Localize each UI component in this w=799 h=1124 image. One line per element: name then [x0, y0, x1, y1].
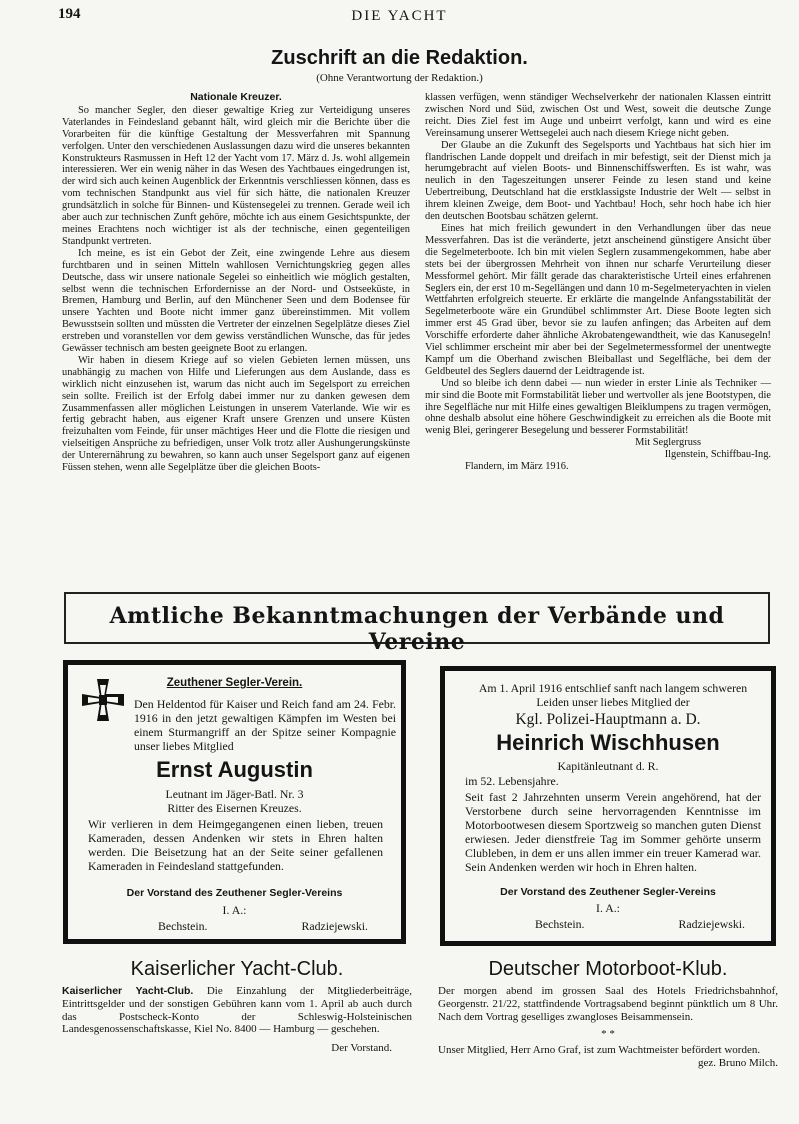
notice-ia: I. A.: — [222, 903, 247, 917]
notice-signature: Bechstein. — [535, 917, 585, 931]
article-column-left — [62, 92, 410, 474]
article-greeting: Mit Seglergruss — [635, 437, 701, 449]
club-notice-dmk: Der morgen abend im grossen Saal des Hotels Friedrichsbahnhof, Georgenstr. 21/22, stattfindende Vortragsabend beginnt pünktlich um 8 Uhr. Nach dem Vortrag geselliges zwangloses Beisammensein. — [438, 985, 778, 1023]
notice-signature: Radziejewski. — [678, 917, 745, 931]
separator-stars: * * — [601, 1028, 615, 1040]
notice-ia: I. A.: — [596, 901, 620, 915]
club-notice-sign: gez. Bruno Milch. — [697, 1057, 778, 1069]
notice-signatures — [158, 919, 368, 933]
article-paragraph: Wir haben in diesem Kriege auf so vielen Gebieten lernen müssen, uns unabhängig zu machen von Hilfe und Lieferungen aus dem Auslande, dass es wirklich nicht einzusehen ist, warum das nicht auch im Segelsport zu erreichen sein sollte. Freilich ist der Erfolg dabei immer nur zu danken gewesen dem Zusammenfassen aller möglichen Leistungen in unserem Vaterlande. Wie wir es fertig gebracht haben, aus eigener Kraft unsere Grenzen und unsere Küsten freizuhalten vom Feinde, für unser mächtiges Heer und die Flotte die riesigen und vielseitigen Ansprüche zu befriedigen, unser Volk trotz aller Aushungerungskünste der Unterernährung zu bewahren, so kann auch unser Segelsport ganz auf eigenen Füssen stehen, wenn alle Segelplätze über die gleichen Boots- — [62, 354, 410, 474]
notice-decoration: Ritter des Eisernen Kreuzes. — [167, 801, 302, 815]
notice-rank: Kapitänleutnant d. R. — [557, 759, 659, 773]
notice-deceased-name: Heinrich Wischhusen — [496, 730, 720, 755]
notice-body: Wir verlieren in dem Heimgegangenen einen lieben, treuen Kameraden, dessen Andenken wir stets in Ehren halten werden. Die Beisetzung hat an der Seite seiner gefallenen Kameraden in Feindesland stattgefunden. — [88, 817, 383, 873]
club-notice-body: Die Einzahlung der Mitgliederbeiträge, Eintrittsgelder und der sonstigen Gebühren kann vom 1. April ab auch durch das Postscheck-Konto der Schleswig-Holsteinischen Landesgenossenschaftskasse, Kiel No. 8400 — Hamburg — geschehen. — [62, 985, 412, 1036]
article-heading: Nationale Kreuzer. — [190, 91, 282, 103]
notice-signature: Bechstein. — [158, 919, 208, 933]
article-paragraph: Der Glaube an die Zukunft des Segelsports und Yachtbaus hat sich hier im flandrischen Lande doppelt und dreifach in mir befestigt, seit der Dienst mich ja herumgebracht auf vielen Boots- und Binnenschiffswerften. Es ist wahr, was neulich in den Tageszeitungen unserer Feinde zu lesen stand und keine Uebertreibung, Deutschland hat die erstklassigste Industrie der Welt — selbst in ihrem kleinen Zweige, dem Boot- und Yachtbau! Hoch, sehr hoch habe ich hier den deutschen Bootsbau schätzen gelernt. — [425, 139, 771, 223]
section-banner-title: Amtliche Bekanntmachungen der Verbände und Vereine — [109, 603, 725, 655]
notice-rank: Leutnant im Jäger-Batl. Nr. 3 — [165, 787, 304, 801]
notice-signatures — [535, 917, 745, 931]
notice-deceased-name: Ernst Augustin — [156, 757, 313, 782]
club-notice-lead: Kaiserlicher Yacht-Club. — [62, 985, 194, 997]
notice-intro: Am 1. April 1916 entschlief sanft nach langem schweren Leiden unser liebes Mitglied der — [478, 681, 748, 709]
article-column-right — [425, 92, 771, 473]
notice-signature: Radziejewski. — [301, 919, 368, 933]
notice-title: Kgl. Polizei-Hauptmann a. D. — [515, 711, 701, 728]
notice-club-name: Zeuthener Segler-Verein. — [166, 677, 303, 689]
club-heading-kyc: Kaiserlicher Yacht-Club. — [130, 958, 344, 980]
club-heading-dmk: Deutscher Motorboot-Klub. — [488, 958, 728, 980]
notice-intro: Den Heldentod für Kaiser und Reich fand am 24. Febr. 1916 in den jetzt gewaltigen Kämpfen im Westen bei einem Sturmangriff an der Spitze seiner Kompagnie unser liebes Mitglied — [134, 697, 396, 753]
obituary-notice-wischhusen — [440, 666, 776, 946]
notice-age: im 52. Lebensjahre. — [465, 774, 559, 788]
notice-board: Der Vorstand des Zeuthener Segler-Vereins — [500, 886, 716, 898]
notice-board: Der Vorstand des Zeuthener Segler-Vereins — [126, 887, 343, 899]
club-notice-sign: Der Vorstand. — [331, 1042, 392, 1054]
page-number: 194 — [58, 6, 81, 22]
article-author: Ilgenstein, Schiffbau-Ing. — [664, 449, 771, 461]
article-paragraph: Eines hat mich freilich gewundert in den Verhandlungen über das neue Messverfahren. Das ist die veränderte, jetzt anscheinend günstigere Ansicht über die Segelmeterboote. Ich bin mit vielen Seglern zusammengekommen, habe aber stets bei der übergrossen Mehrheit von ihnen nur scharfe Verurteilung dieser Messformel gehört. Mir fällt gerade das charakteristische Urteil eines erfahrenen Seglers ein, der erst 10 m-Segellängen und dann 10 m-Segelmeteryachten in vielen Wettfahrten erfolgreich steuerte. Er erklärte die mangelnde Anfangsstabilität der Segelmeterboote wäre ein Grundübel schlimmster Art. Diese Boote legten sich immer erst 45 Grad über, bevor sie zu laufen anfingen; das Arbeiten auf dem Vorschiffe erforderte daher ähnliche Akrobatengewandtheit, wie das Kanusegeln! Viel schlimmer erscheint mir aber bei der Segelmetermessformel der unentwegte Kampf um die Oberhand zwischen Bleiballast und Segelfläche, bei dem der Geldbeutel des Seglers dauernd der Leidtragende ist. — [425, 222, 771, 377]
article-paragraph: So mancher Segler, den dieser gewaltige Krieg zur Verteidigung unseres Vaterlandes in Feindesland gebannt hält, wird gleich mir die Berichte über die Vorarbeiten für die künftige Gestaltung der Messverfahren mit Spannung verfolgen. Unter den verschiedenen Auslassungen dazu wird die unseres bekannten Konstrukteurs Rasmussen in Heft 12 der Yacht vom 17. März d. Js. wohl allgemein interessieren. Wer ein wenig näher in das Wesen des Yachtbaues eingedrungen ist, der wird sich auch keinen Augenblick der Erkenntnis verschliessen können, dass es vom technischen Standpunkt aus viel für sich hätte, die nationalen Kreuzer grundsätzlich in solche für Binnen- und Küstensegelei zu trennen. Gerade weil ich aber auch zur technischen Zunft gehöre, möchte ich aus einem Gesichtspunkte, der meines Erachtens noch wichtiger ist als der technische, einen gegenteiligen Standpunkt vertreten. — [62, 104, 410, 247]
article-place-date: Flandern, im März 1916. — [465, 461, 569, 473]
obituary-notice-augustin — [63, 660, 406, 944]
notice-body: Seit fast 2 Jahrzehnten unserm Verein angehörend, hat der Verstorbene durch seine hervorragenden Kenntnisse im Motorbootwesen diesem Sportzweig so manchen guten Dienst erwiesen. Jeder dienstfreie Tag im Sommer gehörte unserm Clubleben, in dem er uns allen immer ein treuer Kamerad war. Sein Andenken werden wir hoch in Ehren halten. — [465, 790, 761, 874]
article-title: Zuschrift an die Redaktion. — [271, 47, 528, 69]
article-paragraph: klassen verfügen, wenn ständiger Wechselverkehr der nationalen Klassen eintritt zwischen Nord und Süd, zwischen Ost und West, soweit die deutsche Zunge reicht. Dies Ziel fest im Auge und unbeirrt verfolgt, kann und wird es eine Vereinsamung unserer Wettsegelei auch nach diesem Kriege nicht geben. — [425, 92, 771, 139]
article-subtitle: (Ohne Verantwortung der Redaktion.) — [316, 72, 483, 84]
club-notice-kyc — [62, 985, 412, 1036]
club-notice-dmk-2: Unser Mitglied, Herr Arno Graf, ist zum Wachtmeister befördert worden. — [438, 1044, 761, 1056]
running-title: DIE YACHT — [351, 8, 448, 24]
article-paragraph: Und so bleibe ich denn dabei — nun wieder in erster Linie als Techniker — mir sind die Boote mit Formstabilität lieber und wertvoller als jene Bootstypen, die ihre Segelfläche nur mit Hilfe eines gewaltigen Bleiklumpens zu tragen vermögen, ohne deshalb absolut eine höhere Geschwindigkeit zu erreichen als die Boote mit wenig Blei, geringerer Besegelung und besserer Formstabilität! — [425, 377, 772, 437]
article-paragraph: Ich meine, es ist ein Gebot der Zeit, eine zwingende Lehre aus diesem furchtbaren und in seinen Mitteln wahllosen Vernichtungskrieg gegen alles Deutsche, dass wir unsere nationale Segelei so einheitlich wie möglich gestalten, selbst wenn die technischen Erfordernisse an der Nord- und Ostseeküste, in Bremen, Hamburg und Berlin, auf den Münchener Seen und dem Bodensee für unsere Yachten und Boote nicht immer ganz übereinstimmen. Mit vollem Bewusstsein sollten und müssten die Vertreter der einzelnen Segelplätze dieses Ziel erstreben und voranstellen vor dem gewiss verständlichen Wunsche, das für jedes Gewässer technisch am besten geeignete Boot zu erlangen. — [62, 247, 410, 355]
